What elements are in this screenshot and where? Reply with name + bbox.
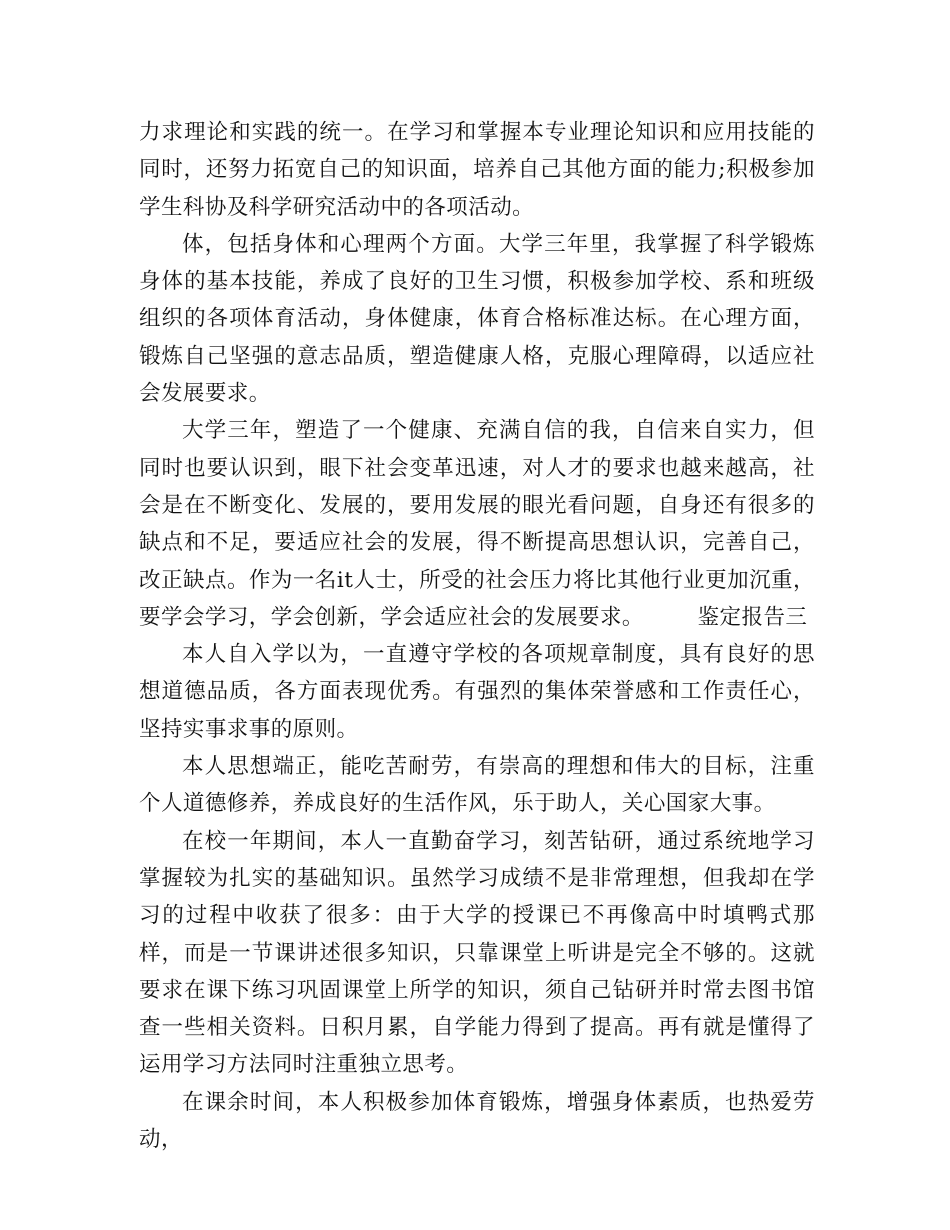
paragraph-confidence-text: 大学三年，塑造了一个健康、充满自信的我，自信来自实力，但同时也要认识到，眼下社会变革迅速，对人才的要求也越来越高，社会是在不断变化、发展的，要用发展的眼光看问题，自身还有很多的缺点和不足，要适应社会的发展，得不断提高思想认识，完善自己，改正缺点。作为一名it人士，所受的社会压力将比其他行业更加沉重，要学会学习，学会创新，学会适应社会的发展要求。 [139, 418, 815, 630]
paragraph-study-balance: 力求理论和实践的统一。在学习和掌握本专业理论知识和应用技能的同时，还努力拓宽自己的知识面，培养自己其他方面的能力;积极参加学生科协及科学研究活动中的各项活动。 [139, 120, 815, 220]
paragraph-learning: 在校一年期间，本人一直勤奋学习，刻苦钻研，通过系统地学习掌握较为扎实的基础知识。虽然学习成绩不是非常理想，但我却在学习的过程中收获了很多：由于大学的授课已不再像高中时填鸭式那样，而是一节课讲述很多知识，只靠课堂上听讲是完全不够的。这就要求在课下练习巩固课堂上所学的知识，须自己钻研并时常去图书馆查一些相关资料。日积月累，自学能力得到了提高。再有就是懂得了运用学习方法同时注重独立思考。 [139, 828, 815, 1078]
section-heading-appraisal-three: 鉴定报告三 [697, 604, 808, 630]
paragraph-character: 本人思想端正，能吃苦耐劳，有崇高的理想和伟大的目标，注重个人道德修养，养成良好的生活作风，乐于助人，关心国家大事。 [139, 754, 815, 817]
paragraph-discipline: 本人自入学以为，一直遵守学校的各项规章制度，具有良好的思想道德品质，各方面表现优秀。有强烈的集体荣誉感和工作责任心，坚持实事求事的原则。 [139, 642, 815, 742]
paragraph-physical-mental: 体，包括身体和心理两个方面。大学三年里，我掌握了科学锻炼身体的基本技能，养成了良好的卫生习惯，积极参加学校、系和班级组织的各项体育活动，身体健康，体育合格标准达标。在心理方面，锻炼自己坚强的意志品质，塑造健康人格，克服心理障碍，以适应社会发展要求。 [139, 231, 815, 407]
paragraph-confidence [139, 412, 815, 636]
document-body [139, 114, 815, 1158]
paragraph-extracurricular: 在课余时间，本人积极参加体育锻炼，增强身体素质，也热爱劳动， [139, 1089, 815, 1153]
